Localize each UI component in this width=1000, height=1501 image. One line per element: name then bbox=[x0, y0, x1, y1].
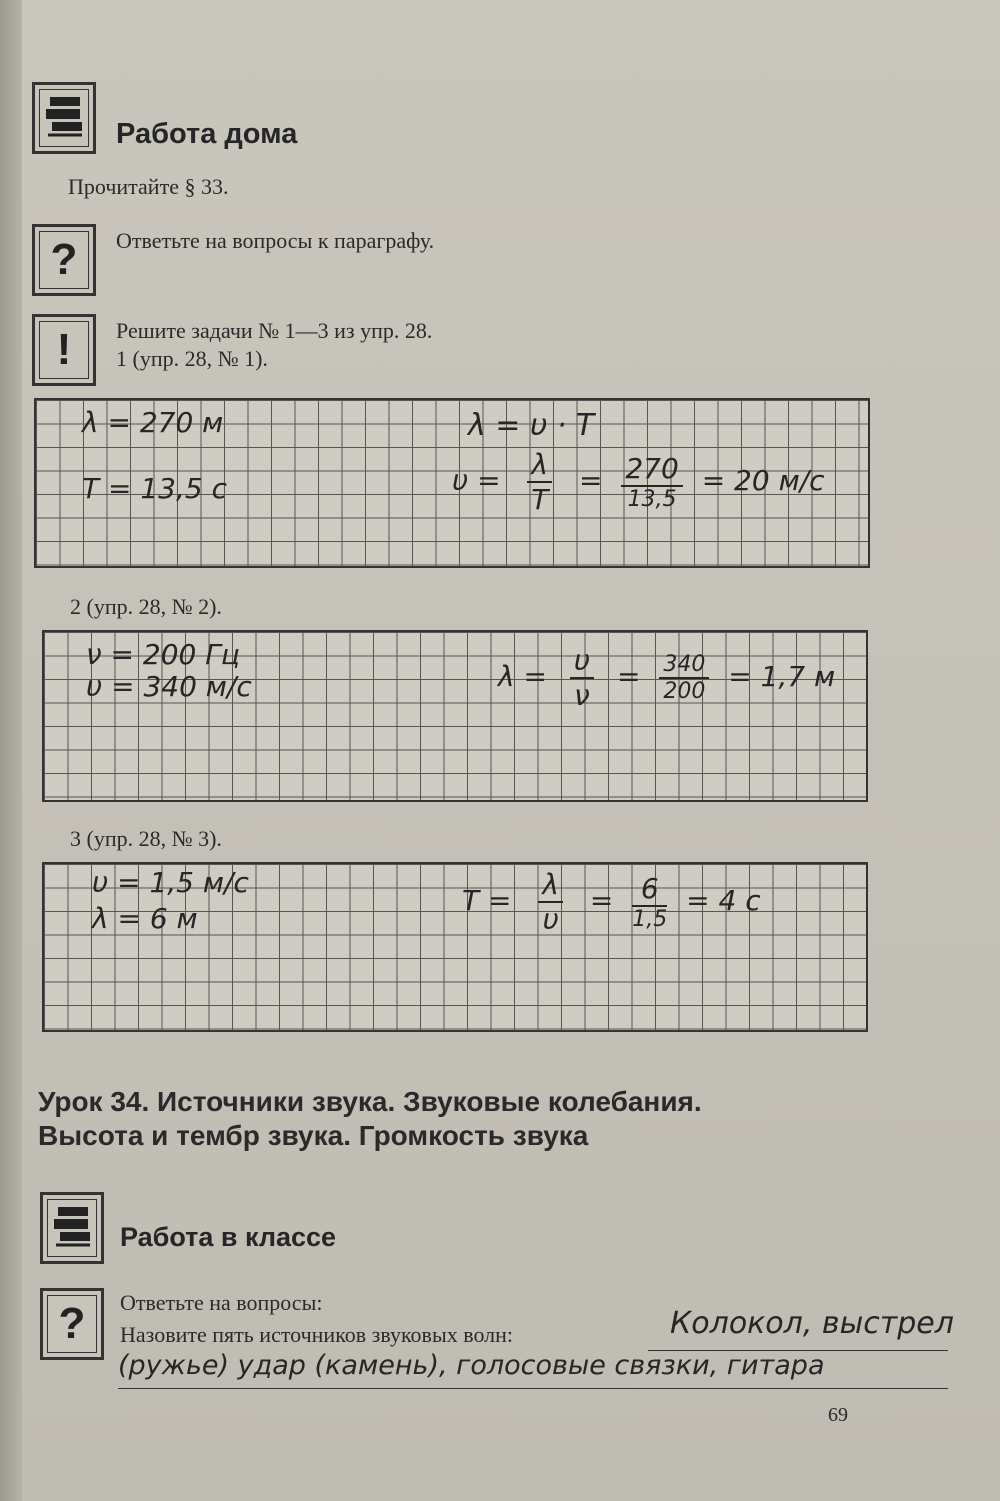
question-icon: ? bbox=[32, 224, 96, 296]
lesson-title-line1: Урок 34. Источники звука. Звуковые колебания. bbox=[38, 1086, 702, 1117]
class-question1: Назовите пять источников звуковых волн: bbox=[120, 1322, 514, 1347]
books-icon bbox=[40, 1192, 104, 1264]
task3-label: 3 (упр. 28, № 3). bbox=[70, 826, 222, 851]
task1-given-wavelength: λ = 270 м bbox=[82, 406, 224, 439]
task2-given-speed: υ = 340 м/с bbox=[86, 670, 252, 703]
class-section-title: Работа в классе bbox=[120, 1222, 337, 1252]
task3-given-speed: υ = 1,5 м/с bbox=[92, 866, 249, 899]
task1-label: 1 (упр. 28, № 1). bbox=[116, 346, 268, 371]
books-icon bbox=[32, 82, 96, 154]
read-instruction: Прочитайте § 33. bbox=[68, 174, 229, 199]
class-questions-intro: Ответьте на вопросы: bbox=[120, 1290, 323, 1315]
task3-solution: T = $\frac{\lambda}{\upsilon}$ = $\frac{6}{1,5}$ = 4 с bbox=[462, 868, 761, 936]
question-icon: ? bbox=[40, 1288, 104, 1360]
task1-formula: λ = υ · T bbox=[468, 408, 595, 443]
textbook-page bbox=[22, 0, 1000, 1501]
task2-label: 2 (упр. 28, № 2). bbox=[70, 594, 222, 619]
answer-underline-2 bbox=[118, 1388, 948, 1389]
answer-line1: Колокол, выстрел bbox=[670, 1306, 954, 1341]
task2-solution: λ = $\frac{\upsilon}{\nu}$ = $\frac{340}{200}$ = 1,7 м bbox=[498, 644, 836, 712]
tasks-instruction: Решите задачи № 1—3 из упр. 28. bbox=[116, 318, 433, 343]
task1-solution: υ = $\frac{\lambda}{T}$ = $\frac{270}{13,5}$ = 20 м/c bbox=[452, 448, 825, 516]
book-spine-shadow bbox=[0, 0, 22, 1501]
home-section-title: Работа дома bbox=[116, 118, 298, 150]
page-number: 69 bbox=[828, 1404, 848, 1426]
answer-line2: (ружье) удар (камень), голосовые связки, гитара bbox=[118, 1350, 825, 1381]
task3-given-wavelength: λ = 6 м bbox=[92, 902, 198, 935]
task1-given-period: T = 13,5 c bbox=[82, 472, 228, 505]
task2-given-frequency: ν = 200 Гц bbox=[86, 638, 240, 671]
exclamation-icon: ! bbox=[32, 314, 96, 386]
lesson-title-line2: Высота и тембр звука. Громкость звука bbox=[38, 1120, 589, 1151]
questions-instruction: Ответьте на вопросы к параграфу. bbox=[116, 228, 435, 253]
